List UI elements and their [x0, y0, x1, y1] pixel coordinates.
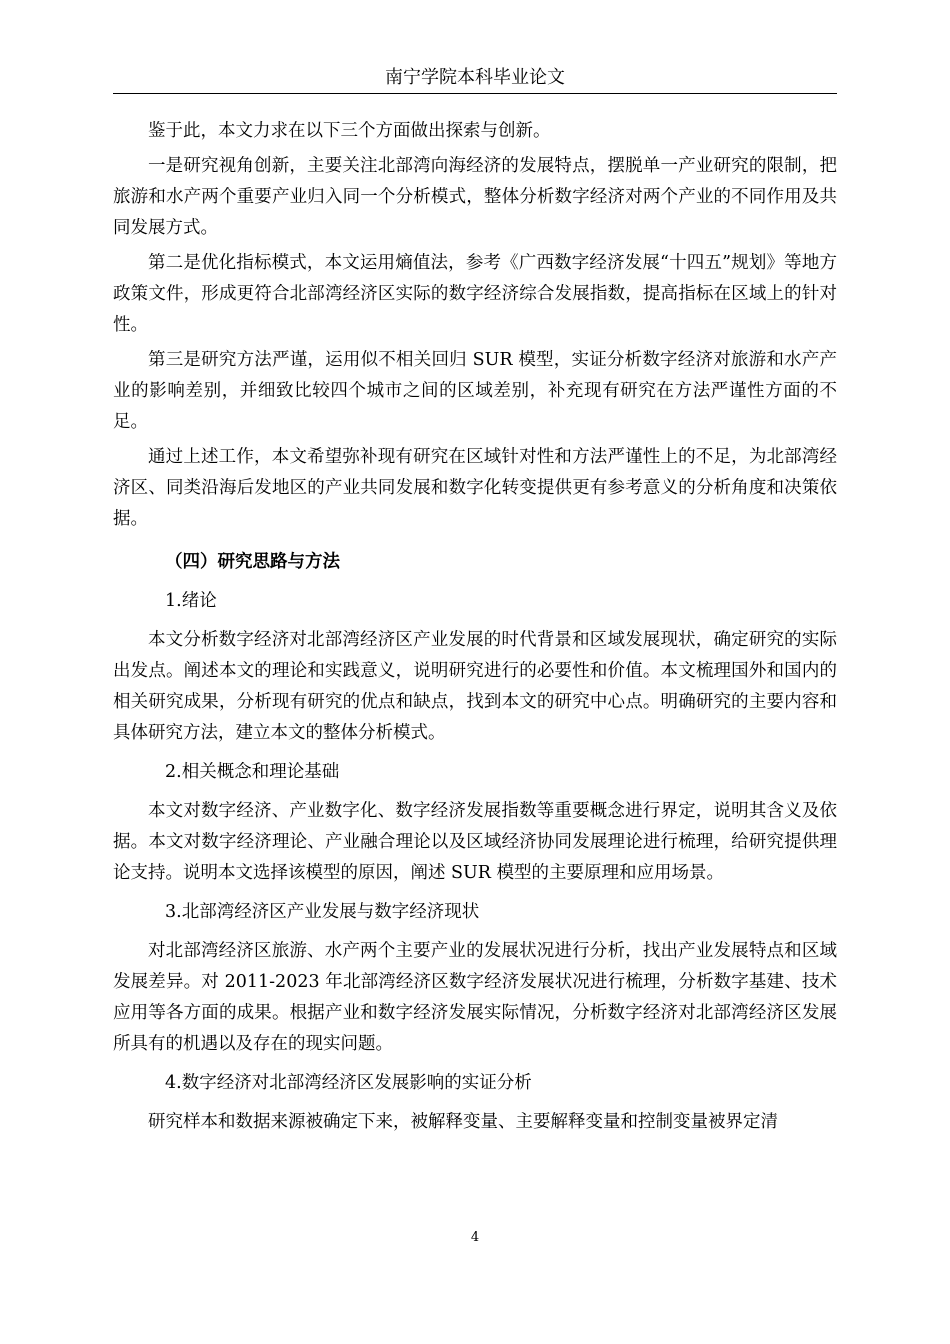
subsection-paragraph: 本文对数字经济、产业数字化、数字经济发展指数等重要概念进行界定，说明其含义及依据。本文对数字经济理论、产业融合理论以及区域经济协同发展理论进行梳理，给研究提供理论支持。说明本文选择该模型的原因，阐述 SUR 模型的主要原理和应用场景。	[113, 801, 837, 883]
subsection-paragraph: 研究样本和数据来源被确定下来，被解释变量、主要解释变量和控制变量被界定清	[148, 1112, 778, 1132]
subsection-heading: 4.数字经济对北部湾经济区发展影响的实证分析	[165, 1073, 532, 1093]
paragraph-innovation-3: 第三是研究方法严谨，运用似不相关回归 SUR 模型，实证分析数字经济对旅游和水产产业的影响差别，并细致比较四个城市之间的区域差别，补充现有研究在方法严谨性方面的不足。	[113, 350, 837, 432]
subsection-heading: 3.北部湾经济区产业发展与数字经济现状	[165, 902, 480, 922]
subsection-heading: 1.绪论	[165, 591, 217, 611]
subsection-paragraph: 本文分析数字经济对北部湾经济区产业发展的时代背景和区域发展现状，确定研究的实际出发点。阐述本文的理论和实践意义，说明研究进行的必要性和价值。本文梳理国外和国内的相关研究成果，分析现有研究的优点和缺点，找到本文的研究中心点。明确研究的主要内容和具体研究方法，建立本文的整体分析模式。	[113, 630, 837, 743]
document-body	[113, 116, 837, 1142]
page-number: 4	[470, 1230, 480, 1245]
paragraph-innovation-2: 第二是优化指标模式，本文运用熵值法，参考《广西数字经济发展“十四五”规划》等地方政策文件，形成更符合北部湾经济区实际的数字经济综合发展指数，提高指标在区域上的针对性。	[113, 253, 837, 335]
paragraph-summary: 通过上述工作，本文希望弥补现有研究在区域针对性和方法严谨性上的不足，为北部湾经济区、同类沿海后发地区的产业共同发展和数字化转变提供更有参考意义的分析角度和决策依据。	[113, 447, 837, 529]
section-heading: （四）研究思路与方法	[165, 552, 340, 572]
paragraph-innovation-1: 一是研究视角创新，主要关注北部湾向海经济的发展特点，摆脱单一产业研究的限制，把旅游和水产两个重要产业归入同一个分析模式，整体分析数字经济对两个产业的不同作用及共同发展方式。	[113, 156, 837, 238]
subsection-heading: 2.相关概念和理论基础	[165, 762, 340, 782]
header-rule	[113, 93, 837, 94]
subsection-paragraph: 对北部湾经济区旅游、水产两个主要产业的发展状况进行分析，找出产业发展特点和区域发展差异。对 2011-2023 年北部湾经济区数字经济发展状况进行梳理，分析数字基建、技术应用等各方面的成果。根据产业和数字经济发展实际情况，分析数字经济对北部湾经济区发展所具有的机遇以及存在的现实问题。	[113, 941, 837, 1054]
paragraph-intro: 鉴于此，本文力求在以下三个方面做出探索与创新。	[148, 121, 551, 141]
page-header-title: 南宁学院本科毕业论文	[385, 67, 565, 88]
